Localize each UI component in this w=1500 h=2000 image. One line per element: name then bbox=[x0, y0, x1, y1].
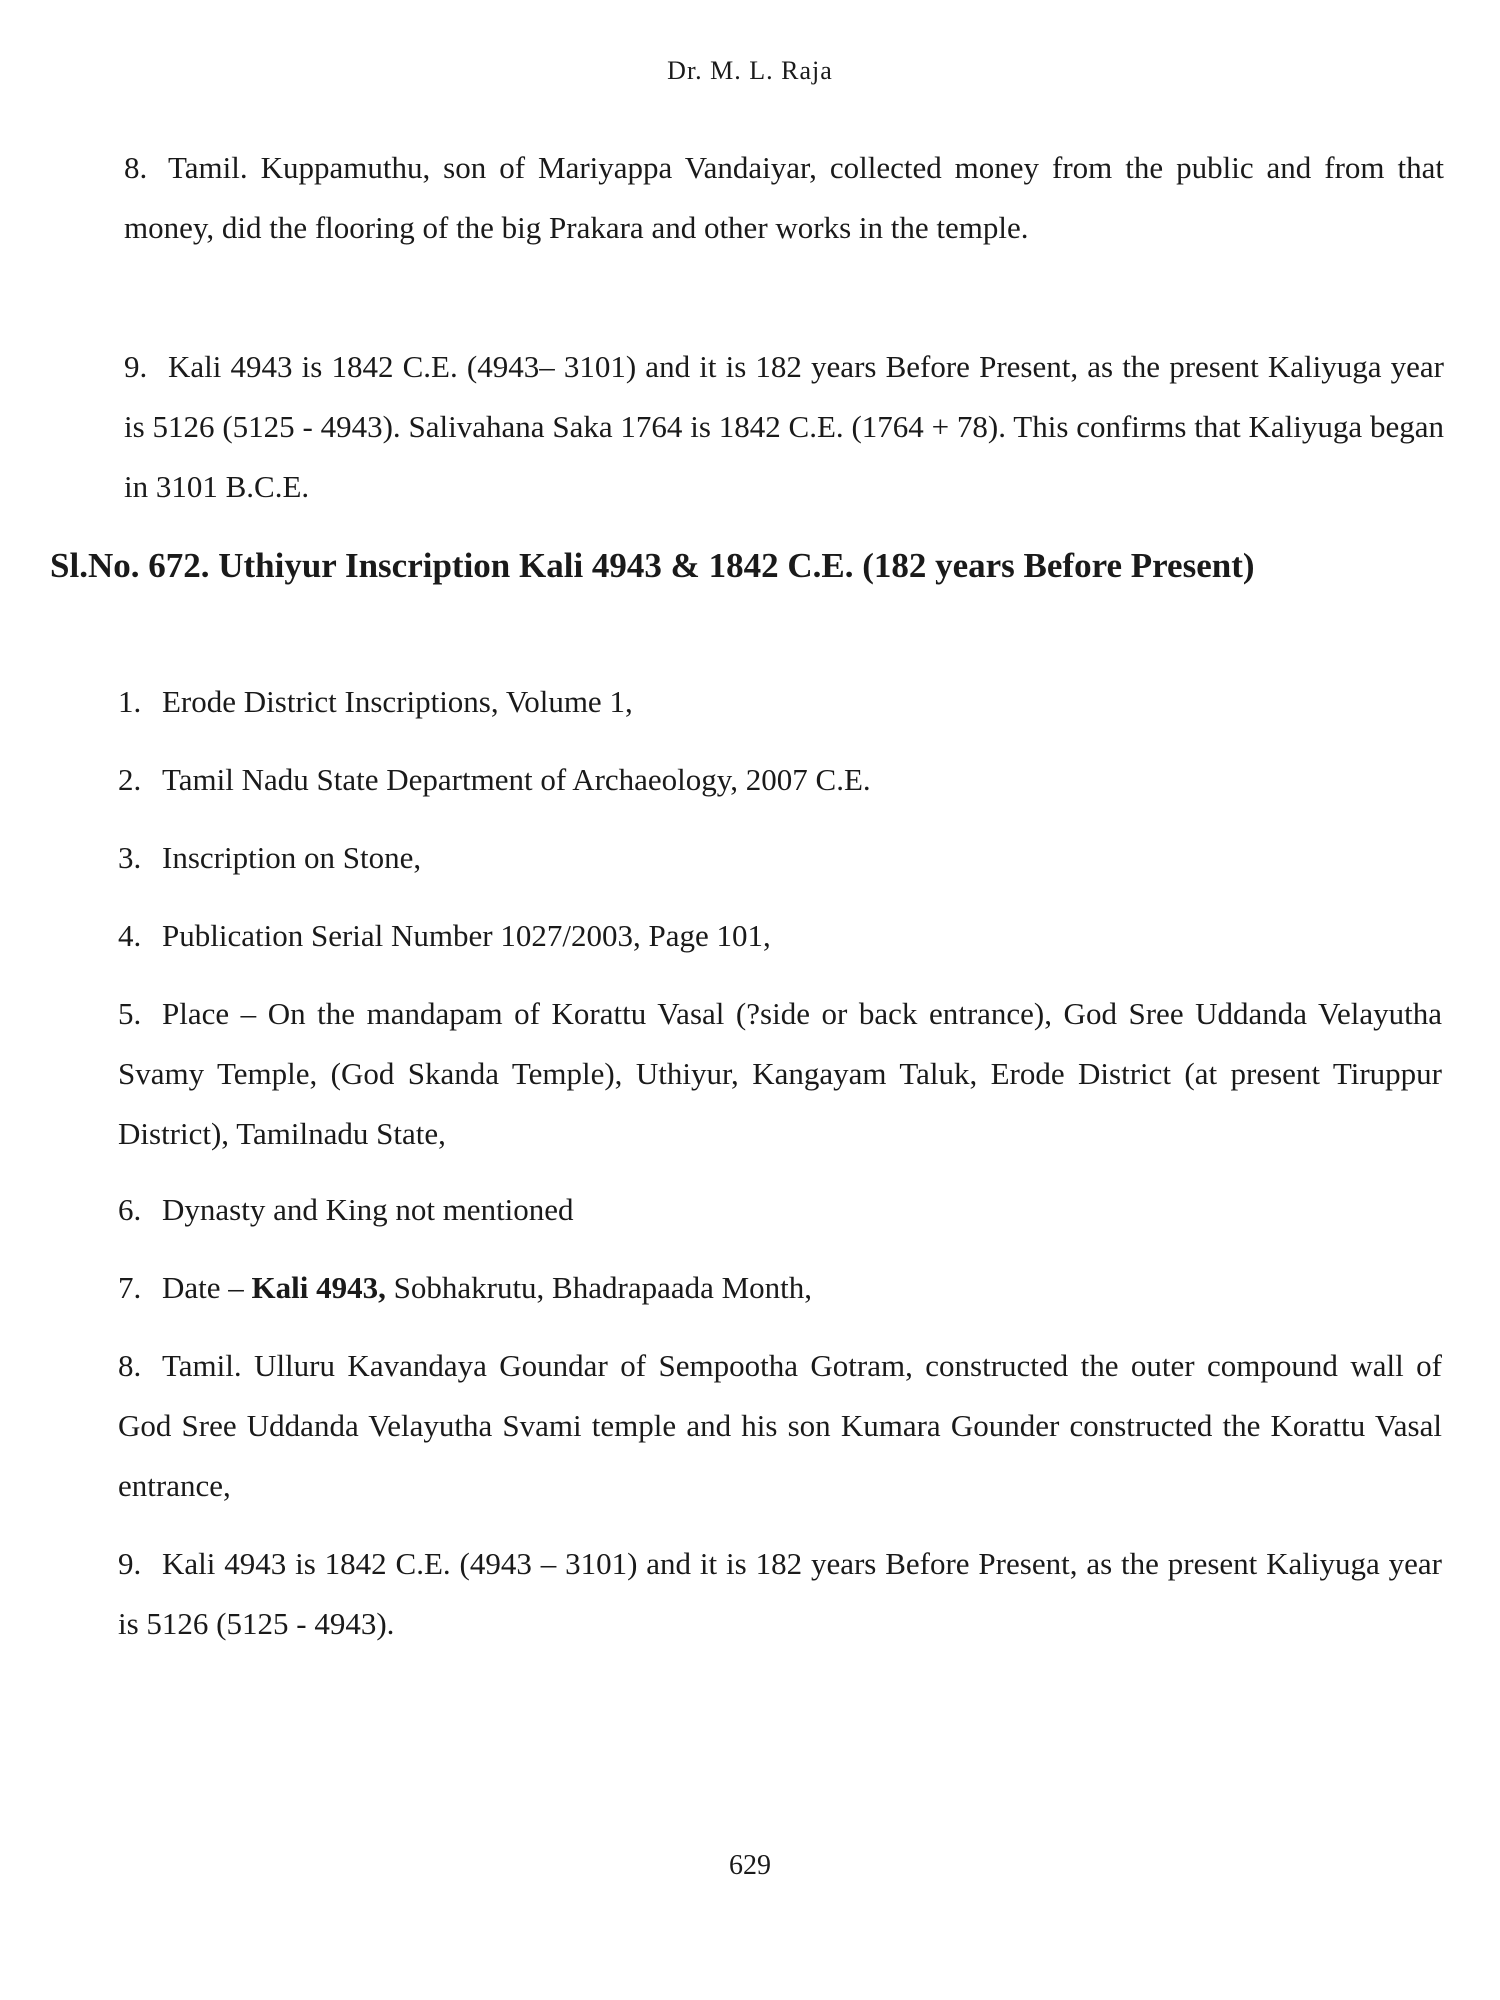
running-header: Dr. M. L. Raja bbox=[667, 56, 833, 85]
section-item-1 bbox=[118, 672, 1442, 732]
item-number: 8. bbox=[124, 150, 148, 185]
item-text: Tamil. Kuppamuthu, son of Mariyappa Vandaiyar, collected money from the public and from that money, did the flooring of the big Prakara and other works in the temple. bbox=[124, 150, 1444, 245]
item-text: Kali 4943 is 1842 C.E. (4943– 3101) and it is 182 years Before Present, as the present Kaliyuga year is 5126 (5125 - 4943). Salivahana Saka 1764 is 1842 C.E. (1764 + 78). This confirms that Kaliyuga began in 3101 B.C.E. bbox=[124, 349, 1444, 504]
item-number: 8. bbox=[118, 1348, 142, 1383]
item-number: 2. bbox=[118, 762, 142, 797]
item-number: 6. bbox=[118, 1192, 142, 1227]
item-number: 5. bbox=[118, 996, 142, 1031]
item-text: Inscription on Stone, bbox=[162, 840, 422, 875]
previous-item-8 bbox=[124, 138, 1444, 258]
page-number: 629 bbox=[729, 1850, 771, 1881]
item-number: 4. bbox=[118, 918, 142, 953]
section-item-3 bbox=[118, 828, 1442, 888]
section-item-7 bbox=[118, 1258, 1442, 1318]
previous-item-9 bbox=[124, 337, 1444, 517]
item-number: 9. bbox=[118, 1546, 142, 1581]
section-item-5 bbox=[118, 984, 1442, 1164]
section-item-2 bbox=[118, 750, 1442, 810]
item-text: Erode District Inscriptions, Volume 1, bbox=[162, 684, 633, 719]
item-text: Kali 4943 is 1842 C.E. (4943 – 3101) and it is 182 years Before Present, as the present Kaliyuga year is 5126 (5125 - 4943). bbox=[118, 1546, 1442, 1641]
item-number: 1. bbox=[118, 684, 142, 719]
section-item-8 bbox=[118, 1336, 1442, 1516]
item-label: Date – bbox=[162, 1270, 244, 1305]
item-number: 3. bbox=[118, 840, 142, 875]
item-text: Tamil Nadu State Department of Archaeology, 2007 C.E. bbox=[162, 762, 871, 797]
section-item-6 bbox=[118, 1180, 1442, 1240]
item-text: Publication Serial Number 1027/2003, Page 101, bbox=[162, 918, 771, 953]
item-text: Place – On the mandapam of Korattu Vasal (?side or back entrance), God Sree Uddanda Velayutha Svamy Temple, (God Skanda Temple), Uthiyur, Kangayam Taluk, Erode District (at present Tiruppur District), Tamilnadu State, bbox=[118, 996, 1442, 1151]
section-item-4 bbox=[118, 906, 1442, 966]
section-heading: Sl.No. 672. Uthiyur Inscription Kali 4943 & 1842 C.E. (182 years Before Present) bbox=[50, 546, 1255, 585]
item-text: Dynasty and King not mentioned bbox=[162, 1192, 574, 1227]
item-date-bold: Kali 4943, bbox=[251, 1270, 386, 1305]
section-item-9 bbox=[118, 1534, 1442, 1654]
item-number: 7. bbox=[118, 1270, 142, 1305]
item-number: 9. bbox=[124, 349, 148, 384]
item-text: Sobhakrutu, Bhadrapaada Month, bbox=[393, 1270, 813, 1305]
item-text: Tamil. Ulluru Kavandaya Goundar of Sempootha Gotram, constructed the outer compound wall of God Sree Uddanda Velayutha Svami temple and his son Kumara Gounder constructed the Korattu Vasal entrance, bbox=[118, 1348, 1442, 1503]
